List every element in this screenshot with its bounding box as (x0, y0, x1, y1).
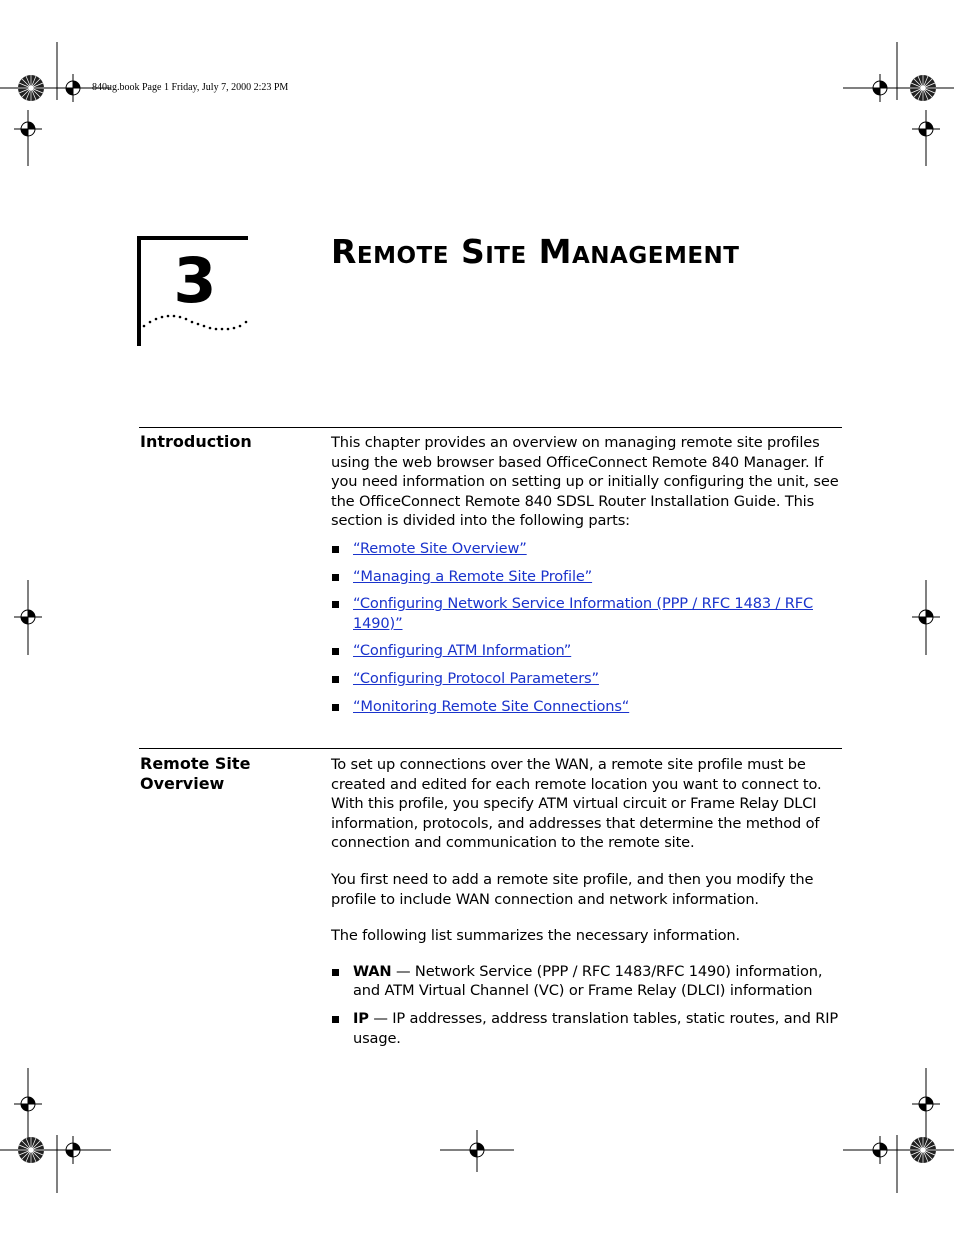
overview-paragraph-1: To set up connections over the WAN, a remote site profile must be created and edited for each remote location you want to connect to. With this profile, you specify ATM virtual circuit or Frame Relay DLCI information, protocols, and addresses that determine the method of connection and communication to the remote site. (331, 756, 822, 852)
list-item (331, 539, 842, 559)
introduction-body (331, 433, 842, 716)
overview-summary-list (331, 962, 842, 1048)
overview-paragraph-3: The following list summarizes the necessary information. (331, 927, 740, 945)
bullet-icon (332, 546, 339, 553)
term-wan-description: — Network Service (PPP / RFC 1483/RFC 1490) information, and ATM Virtual Channel (VC) or Frame Relay (DLCI) information (353, 962, 823, 1000)
introduction-link-list (331, 539, 842, 716)
term-ip-description: — IP addresses, address translation tables, static routes, and RIP usage. (353, 1009, 838, 1047)
overview-paragraph-2: You first need to add a remote site profile, and then you modify the profile to include WAN connection and network information. (331, 870, 814, 908)
introduction-heading: Introduction (140, 432, 252, 451)
chapter-title: Remote Site Management (331, 232, 740, 271)
bullet-icon (332, 704, 339, 711)
list-item (331, 567, 842, 587)
list-item (331, 962, 842, 1001)
print-slug: 840ug.book Page 1 Friday, July 7, 2000 2:23 PM (92, 82, 289, 93)
bullet-icon (332, 601, 339, 608)
overview-heading-line1: Remote Site (140, 754, 251, 773)
list-item (331, 697, 842, 717)
bullet-icon (332, 574, 339, 581)
link-configuring-protocol-parameters[interactable]: “Configuring Protocol Parameters” (353, 669, 599, 687)
term-ip: IP (353, 1009, 369, 1027)
link-remote-site-overview[interactable]: “Remote Site Overview” (353, 539, 527, 557)
bullet-icon (332, 969, 339, 976)
list-item (331, 594, 842, 633)
overview-body (331, 755, 842, 1048)
list-item (331, 1009, 842, 1048)
bullet-icon (332, 648, 339, 655)
section-rule-introduction (139, 427, 842, 428)
overview-heading (140, 754, 320, 794)
link-managing-remote-site-profile[interactable]: “Managing a Remote Site Profile” (353, 567, 593, 585)
list-item (331, 669, 842, 689)
overview-heading-line2: Overview (140, 774, 225, 793)
term-wan: WAN (353, 962, 392, 980)
bullet-icon (332, 1016, 339, 1023)
link-configuring-atm[interactable]: “Configuring ATM Information” (353, 642, 572, 660)
bullet-icon (332, 676, 339, 683)
introduction-paragraph: This chapter provides an overview on managing remote site profiles using the web browser based OfficeConnect Remote 840 Manager. If you need information on setting up or initially configuring the unit, see the OfficeConnect Remote 840 SDSL Router Installation Guide. This section is divided into the following parts: (331, 434, 839, 530)
chapter-number: 3 (173, 244, 217, 317)
list-item (331, 641, 842, 661)
link-configuring-network-service[interactable]: “Configuring Network Service Information (PPP / RFC 1483 / RFC 1490)” (353, 595, 813, 632)
section-rule-overview (139, 748, 842, 749)
link-monitoring-connections[interactable]: “Monitoring Remote Site Connections“ (353, 697, 630, 715)
